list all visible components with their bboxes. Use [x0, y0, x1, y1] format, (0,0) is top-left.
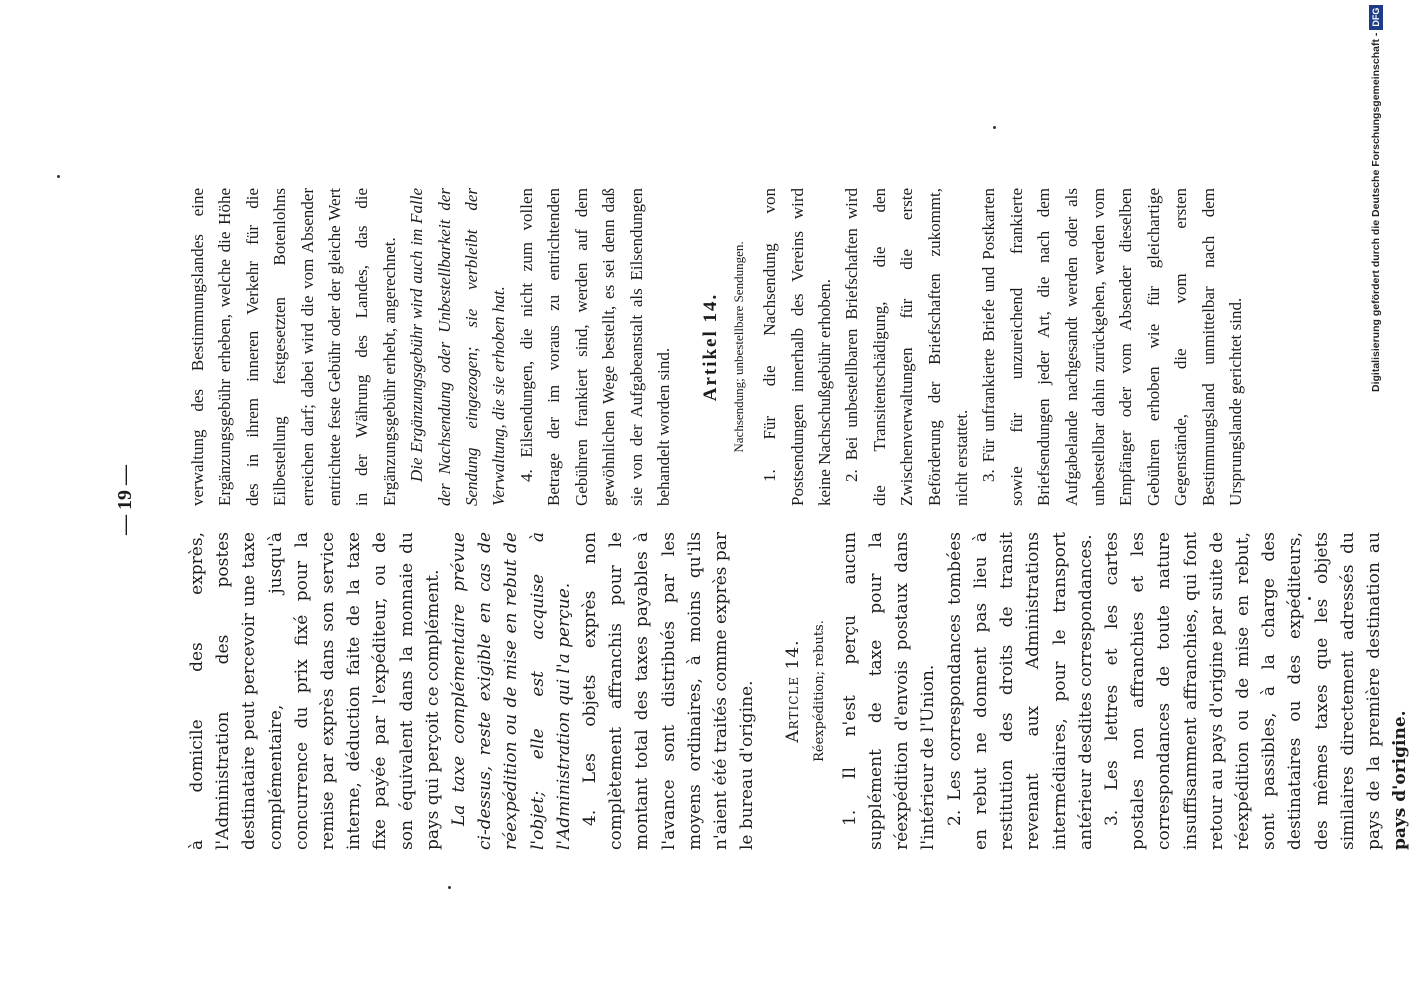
scan-speck — [57, 175, 60, 178]
fr-paragraph-6-end: pays d'origine. — [1390, 710, 1411, 850]
de-paragraph-3: 4. Eilsendungen, die nicht zum vollen Betrage der im voraus zu entrichtenden Gebühren frankiert sind, werden auf dem gewöhnlichen Wege bestellt, es sei denn daß sie von der Aufgabeanstalt als Eilsendungen behandelt worden sind. — [516, 188, 673, 506]
fr-paragraph-4: 1. Il n'est perçu aucun supplément de taxe pour la réexpédition d'envois postaux dans l'intérieur de l'Union. — [839, 532, 939, 850]
de-paragraph-4: 1. Für die Nachsendung von Postsendungen innerhalb des Vereins wird keine Nachschußgebühr erhoben. — [760, 188, 834, 506]
dfg-credit-text: Digitalisierung gefördert durch die Deutsche Forschungsgemeinschaft - — [1370, 32, 1382, 392]
de-paragraph-1: verwaltung des Bestimmungslandes eine Ergänzungsgebühr erheben, welche die Höhe des in ihrem inneren Verkehr für die Eilbestellung festgesetzten Botenlohns erreichen darf; dabei wird die vom Absender entrichtete feste Gebühr oder der gleiche Wert in der Währung des Landes, das die Ergänzungsgebühr erhebt, angerechnet. — [188, 188, 399, 506]
dfg-logo: DFG — [1369, 5, 1383, 30]
fr-article-heading: Article 14. — [783, 639, 804, 743]
fr-paragraph-2: La taxe complémentaire prévue ci-dessus, reste exigible en cas de réexpédition ou de mise en rebut de l'objet; elle est acquise à l'Administration qui l'a perçue. — [449, 532, 574, 850]
fr-paragraph-1: à domicile des exprès, l'Administration des postes destinataire peut percevoir une taxe complémentaire, jusqu'à concurrence du prix fixé pour la remise par exprès dans son service interne, déduction faite de la taxe fixe payée par l'expéditeur, ou de son équivalent dans la monnaie du pays qui perçoit ce complément. — [187, 532, 443, 850]
german-column — [184, 188, 1249, 506]
page-number: — 19 — — [114, 465, 136, 535]
scan-speck — [993, 126, 996, 129]
de-article-subheading: Nachsendung; unbestellbare Sendungen. — [730, 241, 746, 453]
de-paragraph-5: 2. Bei unbestellbaren Briefschaften wird die Transitentschädigung, die den Zwischenverwaltungen für die erste Beförderung der Briefschaften zukommt, nicht erstattet. — [842, 188, 971, 506]
fr-article-subheading: Réexpédition; rebuts. — [811, 620, 827, 762]
fr-paragraph-6 — [1099, 532, 1413, 850]
de-paragraph-6: 3. Für unfrankierte Briefe und Postkarten sowie für unzureichend frankierte Briefsendungen jeder Art, die nach dem Aufgabelande nachgesandt werden oder als unbestellbar dahin zurückgehen, werden vom Empfänger oder vom Absender dieselben Gebühren erhoben wie für gleichartige Gegenstände, die vom ersten Bestimmungsland unmittelbar nach dem Ursprungslande gerichtet sind. — [979, 188, 1246, 506]
de-paragraph-2: Die Ergänzungsgebühr wird auch im Falle der Nachsendung oder Unbestellbarkeit der Sendung eingezogen; sie verbleibt der Verwaltung, die sie erhoben hat. — [407, 188, 509, 506]
fr-paragraph-6-text: 3. Les lettres et les cartes postales non affranchies et les correspondances de toute nature insuffisamment affranchies, qui font retour au pays d'origine par suite de réexpédition ou de mise en rebut, sont passibles, à la charge des destinataires ou des expéditeurs, des mêmes taxes que les objets similaires directement adressés du pays de la première destination au — [1101, 532, 1384, 850]
dfg-credit — [1366, 7, 1390, 392]
french-column — [184, 532, 1413, 850]
scan-speck — [448, 886, 451, 889]
fr-paragraph-5: 2. Les correspondances tombées en rebut ne donnent pas lieu à restitution des droits de transit revenant aux Administrations intermédiaires, pour le transport antérieur desdites correspondances. — [944, 532, 1096, 850]
de-article-heading: Artikel 14. — [700, 292, 722, 402]
fr-paragraph-3: 4. Les objets exprès non complètement affranchis pour le montant total des taxes payables à l'avance sont distribués par les moyens ordinaires, à moins qu'ils n'aient été traités comme exprès par le bureau d'origine. — [580, 532, 758, 850]
scan-speck — [1308, 597, 1311, 600]
